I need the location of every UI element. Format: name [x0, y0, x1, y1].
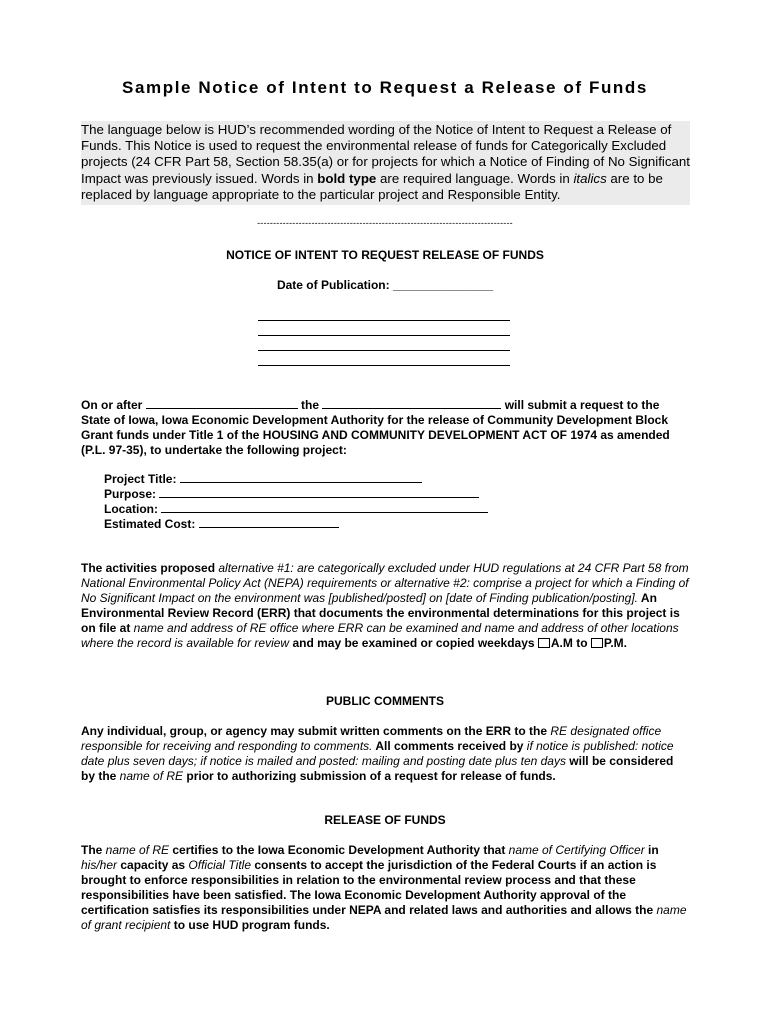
re-name-blank[interactable] — [322, 397, 501, 409]
public-comments-heading: PUBLIC COMMENTS — [326, 694, 444, 708]
notice-heading: NOTICE OF INTENT TO REQUEST RELEASE OF FUNDS — [226, 248, 544, 262]
date-blank[interactable] — [146, 397, 298, 409]
am-checkbox[interactable] — [538, 638, 550, 648]
location-field[interactable]: Location: — [104, 501, 488, 517]
project-title-field[interactable]: Project Title: — [104, 471, 422, 487]
pm-checkbox[interactable] — [591, 638, 603, 648]
address-line-1[interactable] — [258, 320, 510, 321]
activities-paragraph: The activities proposed alternative #1: are categorically excluded under HUD regulations at 24 CFR Part 58 from National Environmental Policy Act (NEPA) requirements or alternative #2: comprise a project for which a Finding of No Significant Impact on the environment was [published/posted] on [date of Finding publication/posting]. An Environmental Review Record (ERR) that documents the environmental determinations for this project is on file at name and address of RE office where ERR can be examined and name and address of other locations where the record is available for review and may be examined or copied weekdays A.M to P.M. — [81, 561, 689, 650]
purpose-field[interactable]: Purpose: — [104, 486, 479, 502]
estimated-cost-field[interactable]: Estimated Cost: — [104, 516, 339, 532]
address-line-4[interactable] — [258, 365, 510, 366]
address-line-2[interactable] — [258, 335, 510, 336]
divider: -------------------------------------------------------------------------------- — [257, 218, 513, 228]
date-of-publication[interactable]: Date of Publication: _______________ — [276, 278, 494, 292]
release-of-funds-heading: RELEASE OF FUNDS — [324, 813, 446, 827]
page-title: Sample Notice of Intent to Request a Release of Funds — [122, 78, 648, 97]
address-line-3[interactable] — [258, 350, 510, 351]
intro-instructions: The language below is HUD’s recommended wording of the Notice of Intent to Request a Release of Funds. This Notice is used to request the environmental release of funds for Categorically Excluded projects (24 CFR Part 58, Section 58.35(a) or for projects for which a Notice of Finding of No Significant Impact was previously issued. Words in bold type are required language. Words in italics are to be replaced by language appropriate to the particular project and Responsible Entity. — [81, 121, 690, 205]
submit-request-paragraph: On or after the will submit a request to the State of Iowa, Iowa Economic Development Authority for the release of Community Development Block Grant funds under Title 1 of the HOUSING AND COMMUNITY DEVELOPMENT ACT OF 1974 as amended (P.L. 97-35), to undertake the following project: — [81, 398, 670, 457]
release-paragraph: The name of RE certifies to the Iowa Economic Development Authority that name of Certifying Officer in his/her capacity as Official Title consents to accept the jurisdiction of the Federal Courts if an action is brought to enforce responsibilities in relation to the environmental review process and that these responsibilities have been satisfied. The Iowa Economic Development Authority approval of the certification satisfies its responsibilities under NEPA and related laws and authorities and allows the name of grant recipient to use HUD program funds. — [81, 843, 687, 932]
public-comments-paragraph: Any individual, group, or agency may submit written comments on the ERR to the RE designated office responsible for receiving and responding to comments. All comments received by if notice is published: notice date plus seven days; if notice is mailed and posted: mailing and posting date plus ten days will be considered by the name of RE prior to authorizing submission of a request for release of funds. — [81, 724, 674, 783]
